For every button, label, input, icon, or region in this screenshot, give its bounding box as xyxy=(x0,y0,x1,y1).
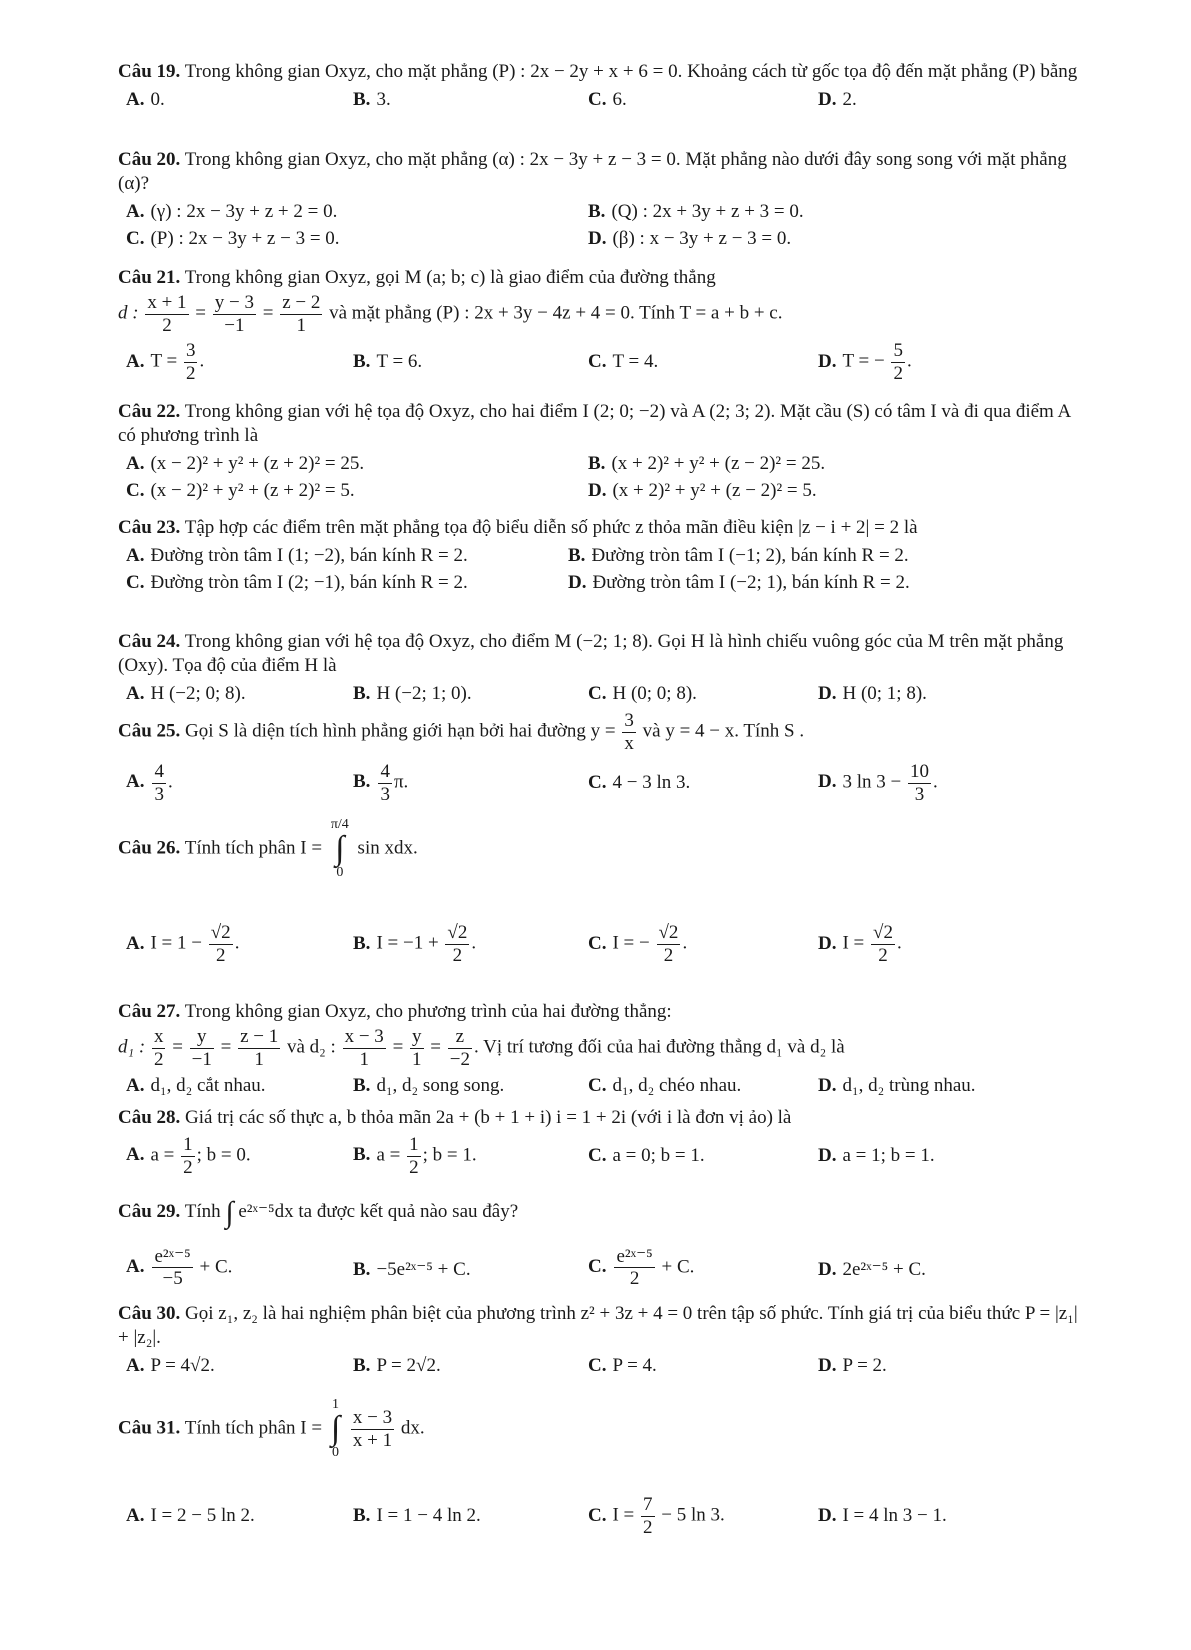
option-a: A. I = 1 − $\frac{√2}{2}$ . xyxy=(126,922,240,966)
question-30 xyxy=(118,1302,1078,1382)
question-23 xyxy=(118,516,1078,598)
option-c: C. 6. xyxy=(588,88,627,110)
question-26: Câu 26. Tính tích phân I = π/4 ∫ 0 sin xdx. A. I = 1 − $\frac{√2}{2}$ . B. I = −1 + $\frac{√2}{2}$ . C. I = − $\frac{√2}{2}$ . D. I = $\frac{√2}{2}$ . xyxy=(118,817,902,966)
option-a: A. d₁, d₂ cắt nhau. xyxy=(126,1075,266,1097)
lines-equation: d₁ : $\frac{x}{2}$ = $\frac{y}{-1}$ = $\frac{z - 1}{1}$ và d₂ : $\frac{x - 3}{1}$ = $\frac{y}{1}$ = $\frac{z}{-2}$ . Vị trí tương đối của hai đường thẳng d₁ và d₂ là xyxy=(118,1025,845,1070)
option-c: C. d₁, d₂ chéo nhau. xyxy=(588,1075,742,1097)
option-c: C. I = $\frac{7}{2}$ − 5 ln 3. xyxy=(588,1494,725,1538)
question-20 xyxy=(118,148,1078,254)
question-29: Câu 29. Tính ∫ e²ˣ⁻⁵dx ta được kết quả nào sau đây? A. $\frac{\text{e²ˣ⁻⁵}}{-5}$ + C. B. −5e²ˣ⁻⁵ + C. C. $\frac{\text{e²ˣ⁻⁵}}{2}$ + C. D. 2e²ˣ⁻⁵ + C. xyxy=(118,1196,926,1290)
question-label: Câu 22. xyxy=(118,401,181,422)
question-text: Trong không gian Oxyz, cho mặt phẳng (P) : 2x − 2y + x + 6 = 0. Khoảng cách từ gốc tọa độ đến mặt phẳng (P) bằng xyxy=(184,61,1078,82)
option-d: D. 2. xyxy=(818,88,857,110)
option-a: A. Đường tròn tâm I (1; −2), bán kính R = 2. xyxy=(126,544,468,566)
question-25: Câu 25. Gọi S là diện tích hình phẳng giới hạn bởi hai đường y = $\frac{3}{x}$ và y = 4 − x. Tính S . A. $\frac{4}{3}$ . B. $\frac{4}{3}$ π. C. 4 − 3 ln 3. D. 3 ln 3 − $\frac{10}{3}$ . xyxy=(118,710,938,805)
option-b: B. Đường tròn tâm I (−1; 2), bán kính R = 2. xyxy=(568,544,909,566)
option-b: B. 3. xyxy=(353,88,391,110)
question-24 xyxy=(118,630,1078,710)
question-31: Câu 31. Tính tích phân I = 1 ∫ 0 $\frac{x - 3}{x + 1}$ dx. A. I = 2 − 5 ln 2. B. I = 1 − 4 ln 2. C. I = $\frac{7}{2}$ − 5 ln 3. D. I = 4 ln 3 − 1. xyxy=(118,1397,947,1538)
option-a: A. a = $\frac{1}{2}$ ; b = 0. xyxy=(126,1133,251,1178)
option-c: C. (x − 2)² + y² + (z + 2)² = 5. xyxy=(126,479,355,501)
question-label: Câu 23. xyxy=(118,517,181,538)
option-d: D. a = 1; b = 1. xyxy=(818,1144,935,1166)
question-text: Trong không gian Oxyz, cho phương trình của hai đường thẳng: xyxy=(184,1001,672,1022)
option-c: C. 4 − 3 ln 3. xyxy=(588,771,691,793)
option-d: D. I = $\frac{√2}{2}$ . xyxy=(818,922,902,966)
option-d: D. T = − $\frac{5}{2}$ . xyxy=(818,340,912,385)
option-b: B. a = $\frac{1}{2}$ ; b = 1. xyxy=(353,1133,477,1178)
question-label: Câu 31. xyxy=(118,1417,181,1439)
integral-sign: 1 ∫ 0 xyxy=(330,1397,341,1460)
question-text: Giá trị các số thực a, b thỏa mãn 2a + (b + 1 + i) i = 1 + 2i (với i là đơn vị ảo) là xyxy=(185,1107,792,1128)
question-label: Câu 21. xyxy=(118,267,181,288)
option-a: A. I = 2 − 5 ln 2. xyxy=(126,1505,255,1526)
option-b: B. H (−2; 1; 0). xyxy=(353,682,472,704)
question-label: Câu 30. xyxy=(118,1303,181,1324)
option-d: D. Đường tròn tâm I (−2; 1), bán kính R = 2. xyxy=(568,571,910,593)
option-d: D. (β) : x − 3y + z − 3 = 0. xyxy=(588,227,792,249)
option-c: C. T = 4. xyxy=(588,351,659,373)
question-text: Trong không gian với hệ tọa độ Oxyz, cho điểm M (−2; 1; 8). Gọi H là hình chiếu vuông góc của M trên mặt phẳng (Oxy). Tọa độ của điểm H là xyxy=(118,631,1064,676)
option-d: D. I = 4 ln 3 − 1. xyxy=(818,1505,947,1526)
question-label: Câu 19. xyxy=(118,61,181,82)
option-b: B. P = 2√2. xyxy=(353,1354,441,1376)
question-label: Câu 25. xyxy=(118,720,181,742)
integral-sign: ∫ xyxy=(225,1196,234,1229)
question-text: Trong không gian Oxyz, cho mặt phẳng (α) : 2x − 3y + z − 3 = 0. Mặt phẳng nào dưới đây song song với mặt phẳng (α)? xyxy=(118,149,1067,194)
question-text: Tập hợp các điểm trên mặt phẳng tọa độ biểu diễn số phức z thỏa mãn điều kiện |z − i + 2| = 2 là xyxy=(184,517,918,538)
option-a: A. $\frac{\text{e²ˣ⁻⁵}}{-5}$ + C. xyxy=(126,1245,233,1290)
option-d: D. d₁, d₂ trùng nhau. xyxy=(818,1075,976,1097)
question-text: Trong không gian với hệ tọa độ Oxyz, cho hai điểm I (2; 0; −2) và A (2; 3; 2). Mặt cầu (S) có tâm I và đi qua điểm A có phương trình là xyxy=(118,401,1071,446)
option-c: C. a = 0; b = 1. xyxy=(588,1144,705,1166)
question-label: Câu 20. xyxy=(118,149,181,170)
option-c: C. H (0; 0; 8). xyxy=(588,682,697,704)
question-text: Trong không gian Oxyz, gọi M (a; b; c) là giao điểm của đường thẳng xyxy=(184,267,716,288)
option-c: C. (P) : 2x − 3y + z − 3 = 0. xyxy=(126,227,340,249)
question-21 xyxy=(118,266,1078,384)
line-equation: d : $\frac{x + 1}{2}$ = $\frac{y - 3}{-1}$ = $\frac{z - 2}{1}$ và mặt phẳng (P) : 2x + 3y − 4z + 4 = 0. Tính T = a + b + c. xyxy=(118,291,783,336)
option-c: C. I = − $\frac{√2}{2}$ . xyxy=(588,922,688,966)
question-label: Câu 27. xyxy=(118,1001,181,1022)
option-d: D. P = 2. xyxy=(818,1354,887,1376)
option-b: B. I = 1 − 4 ln 2. xyxy=(353,1505,481,1526)
option-c: C. $\frac{\text{e²ˣ⁻⁵}}{2}$ + C. xyxy=(588,1245,695,1290)
question-28 xyxy=(118,1106,1078,1178)
option-a: A. $\frac{4}{3}$ . xyxy=(126,760,173,805)
question-text: Gọi z₁, z₂ là hai nghiệm phân biệt của phương trình z² + 3z + 4 = 0 trên tập số phức. Tính giá trị của biểu thức P = |z₁| + |z₂|. xyxy=(118,1303,1078,1348)
question-label: Câu 29. xyxy=(118,1201,181,1223)
option-a: A. H (−2; 0; 8). xyxy=(126,682,246,704)
question-22 xyxy=(118,400,1078,506)
option-a: A. T = $\frac{3}{2}$ . xyxy=(126,340,205,385)
option-b: B. (Q) : 2x + 3y + z + 3 = 0. xyxy=(588,200,804,222)
option-a: A. (x − 2)² + y² + (z + 2)² = 25. xyxy=(126,452,365,474)
question-label: Câu 26. xyxy=(118,837,181,859)
question-label: Câu 24. xyxy=(118,631,181,652)
option-d: D. 3 ln 3 − $\frac{10}{3}$ . xyxy=(818,760,938,805)
option-d: D. 2e²ˣ⁻⁵ + C. xyxy=(818,1258,926,1280)
option-a: A. (γ) : 2x − 3y + z + 2 = 0. xyxy=(126,200,338,222)
question-19 xyxy=(118,60,1078,116)
option-a: A. 0. xyxy=(126,88,165,110)
option-b: B. I = −1 + $\frac{√2}{2}$ . xyxy=(353,922,477,966)
option-b: B. d₁, d₂ song song. xyxy=(353,1075,505,1097)
question-label: Câu 28. xyxy=(118,1107,181,1128)
integral-sign: π/4 ∫ 0 xyxy=(330,817,349,880)
option-b: B. $\frac{4}{3}$ π. xyxy=(353,760,409,805)
option-c: C. Đường tròn tâm I (2; −1), bán kính R = 2. xyxy=(126,571,468,593)
option-a: A. P = 4√2. xyxy=(126,1354,215,1376)
option-d: D. H (0; 1; 8). xyxy=(818,682,927,704)
option-b: B. (x + 2)² + y² + (z − 2)² = 25. xyxy=(588,452,826,474)
option-b: B. −5e²ˣ⁻⁵ + C. xyxy=(353,1258,471,1280)
option-c: C. P = 4. xyxy=(588,1354,657,1376)
option-d: D. (x + 2)² + y² + (z − 2)² = 5. xyxy=(588,479,817,501)
question-27 xyxy=(118,1000,1078,1102)
option-b: B. T = 6. xyxy=(353,351,423,373)
